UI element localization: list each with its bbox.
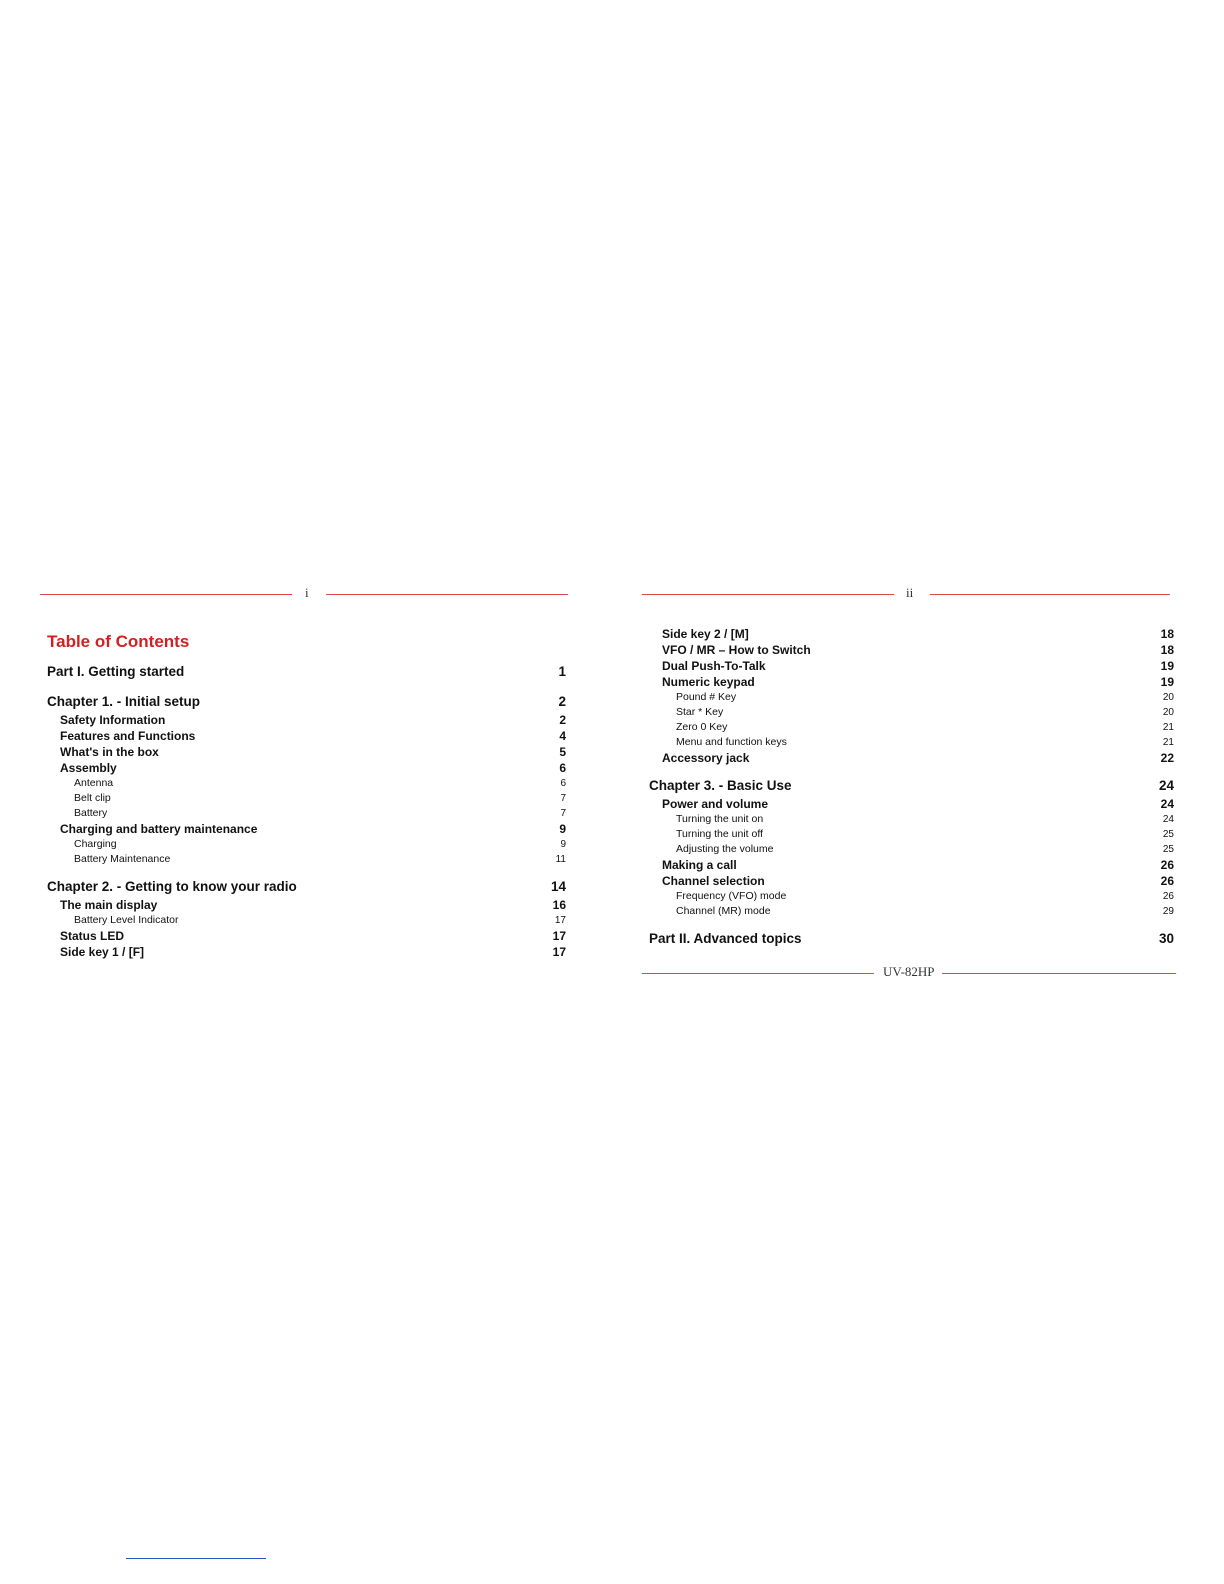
toc-entry-level-2[interactable]	[642, 873, 1176, 889]
toc-entry-level-2[interactable]	[40, 744, 568, 760]
toc-entry-label: Battery Maintenance	[74, 853, 171, 865]
toc-entry-page-number: 14	[550, 879, 566, 894]
footer-rule-line	[942, 973, 1176, 974]
toc-entry-level-3[interactable]	[40, 913, 568, 928]
toc-entry-page-number: 2	[559, 713, 566, 727]
toc-entry-page-number: 17	[552, 945, 566, 959]
page-number: i	[305, 585, 309, 600]
toc-entry-level-2[interactable]	[642, 626, 1176, 642]
toc-entry-label: Turning the unit on	[676, 813, 764, 825]
toc-entry-page-number: 4	[559, 729, 566, 743]
toc-entry-page-number: 25	[1162, 829, 1174, 840]
toc-entry-page-number: 22	[1160, 751, 1174, 765]
toc-entry-page-number: 9	[559, 822, 566, 836]
page-footer	[642, 964, 1176, 984]
toc-entry-level-2[interactable]	[642, 796, 1176, 812]
toc-entry-level-3[interactable]	[40, 852, 568, 867]
toc-entry-level-3[interactable]	[40, 791, 568, 806]
toc-entry-level-3[interactable]	[642, 812, 1176, 827]
header-rule-line	[326, 594, 568, 595]
toc-entry-level-2[interactable]	[40, 897, 568, 913]
toc-entry-label: Numeric keypad	[662, 675, 755, 689]
toc-entry-level-2[interactable]	[642, 674, 1176, 690]
toc-entry-level-3[interactable]	[642, 735, 1176, 750]
toc-entry-page-number: 24	[1158, 778, 1174, 793]
toc-entry-label: Belt clip	[74, 792, 111, 804]
toc-entry-label: Adjusting the volume	[676, 843, 774, 855]
toc-entry-label: Channel (MR) mode	[676, 905, 771, 917]
toc-entry-label: Zero 0 Key	[676, 721, 728, 733]
footer-model-label: UV-82HP	[883, 964, 935, 979]
toc-entry-label: Chapter 2. - Getting to know your radio	[47, 879, 297, 894]
toc-entry-page-number: 6	[559, 761, 566, 775]
footnote-rule	[126, 1558, 266, 1559]
toc-entry-level-2[interactable]	[40, 821, 568, 837]
toc-entry-page-number: 19	[1160, 675, 1174, 689]
toc-entry-label: Star * Key	[676, 706, 724, 718]
toc-entry-level-3[interactable]	[642, 690, 1176, 705]
toc-page-right	[642, 582, 1176, 949]
toc-entry-level-2[interactable]	[40, 760, 568, 776]
toc-page-left	[40, 582, 568, 960]
page-header	[642, 582, 1176, 608]
page-number: ii	[906, 585, 914, 600]
toc-entry-label: Turning the unit off	[676, 828, 763, 840]
toc-entry-level-2[interactable]	[642, 750, 1176, 766]
toc-entry-label: What's in the box	[60, 745, 159, 759]
toc-entry-level-3[interactable]	[40, 806, 568, 821]
toc-entry-level-3[interactable]	[642, 720, 1176, 735]
toc-entry-page-number: 20	[1162, 707, 1174, 718]
header-rule-line	[930, 594, 1170, 595]
toc-entry-level-1[interactable]	[40, 662, 568, 682]
toc-entry-page-number: 11	[555, 854, 566, 865]
toc-entry-label: Pound # Key	[676, 691, 737, 703]
toc-entry-page-number: 25	[1162, 844, 1174, 855]
toc-entry-page-number: 7	[560, 793, 566, 804]
toc-entry-page-number: 5	[559, 745, 566, 759]
toc-entry-page-number: 18	[1160, 643, 1174, 657]
header-rule-line	[642, 594, 894, 595]
toc-entry-label: Antenna	[74, 777, 114, 789]
toc-entry-level-3[interactable]	[642, 904, 1176, 919]
toc-entry-page-number: 26	[1160, 858, 1174, 872]
toc-entry-level-2[interactable]	[40, 944, 568, 960]
toc-entry-page-number: 26	[1162, 891, 1174, 902]
toc-entry-page-number: 9	[560, 839, 566, 850]
toc-entry-page-number: 16	[552, 898, 566, 912]
toc-entry-label: Charging and battery maintenance	[60, 822, 258, 836]
toc-entry-level-3[interactable]	[642, 842, 1176, 857]
toc-entry-label: Side key 2 / [M]	[662, 627, 749, 641]
toc-entry-page-number: 30	[1158, 931, 1174, 946]
toc-entry-label: Power and volume	[662, 797, 769, 811]
toc-entry-page-number: 17	[554, 915, 566, 926]
toc-entry-level-2[interactable]	[642, 658, 1176, 674]
toc-entry-label: Features and Functions	[60, 729, 196, 743]
toc-entry-page-number: 2	[558, 694, 566, 709]
footer-rule-line	[642, 973, 874, 974]
toc-entry-label: Making a call	[662, 858, 737, 872]
toc-entry-level-3[interactable]	[40, 776, 568, 791]
toc-entry-label: Part II. Advanced topics	[649, 931, 802, 946]
toc-entry-level-3[interactable]	[642, 705, 1176, 720]
header-rule-line	[40, 594, 292, 595]
toc-entry-label: Accessory jack	[662, 751, 750, 765]
toc-entry-page-number: 20	[1162, 692, 1174, 703]
toc-entry-label: Battery Level Indicator	[74, 914, 179, 926]
toc-entry-level-2[interactable]	[40, 728, 568, 744]
toc-entry-label: Frequency (VFO) mode	[676, 890, 787, 902]
toc-entry-level-1[interactable]	[642, 929, 1176, 949]
toc-title: Table of Contents	[47, 632, 190, 651]
toc-entry-page-number: 18	[1160, 627, 1174, 641]
toc-entry-label: Channel selection	[662, 874, 765, 888]
toc-entry-label: Dual Push-To-Talk	[662, 659, 766, 673]
toc-entry-page-number: 7	[560, 808, 566, 819]
toc-list	[642, 626, 1176, 949]
toc-entry-page-number: 21	[1162, 737, 1174, 748]
toc-entry-label: VFO / MR – How to Switch	[662, 643, 811, 657]
toc-entry-label: Part I. Getting started	[47, 664, 185, 679]
toc-entry-label: Battery	[74, 807, 108, 819]
toc-entry-label: Charging	[74, 838, 117, 850]
toc-entry-level-1[interactable]	[40, 692, 568, 712]
toc-entry-page-number: 17	[552, 929, 566, 943]
toc-entry-label: Assembly	[60, 761, 117, 775]
toc-entry-label: Status LED	[60, 929, 125, 943]
toc-entry-page-number: 29	[1162, 906, 1174, 917]
toc-entry-level-2[interactable]	[642, 857, 1176, 873]
toc-list	[40, 662, 568, 960]
toc-entry-label: The main display	[60, 898, 158, 912]
toc-entry-level-2[interactable]	[40, 712, 568, 728]
toc-entry-label: Chapter 1. - Initial setup	[47, 694, 201, 709]
toc-entry-label: Chapter 3. - Basic Use	[649, 778, 792, 793]
toc-entry-level-3[interactable]	[40, 837, 568, 852]
toc-entry-level-3[interactable]	[642, 889, 1176, 904]
toc-entry-level-2[interactable]	[40, 928, 568, 944]
toc-entry-level-2[interactable]	[642, 642, 1176, 658]
toc-entry-page-number: 26	[1160, 874, 1174, 888]
toc-entry-label: Menu and function keys	[676, 736, 787, 748]
toc-entry-page-number: 19	[1160, 659, 1174, 673]
toc-entry-label: Safety Information	[60, 713, 166, 727]
toc-entry-level-1[interactable]	[40, 877, 568, 897]
toc-entry-label: Side key 1 / [F]	[60, 945, 145, 959]
toc-entry-page-number: 21	[1162, 722, 1174, 733]
toc-entry-level-3[interactable]	[642, 827, 1176, 842]
page-header	[40, 582, 568, 608]
toc-entry-level-1[interactable]	[642, 776, 1176, 796]
toc-entry-page-number: 1	[558, 664, 566, 679]
toc-entry-page-number: 24	[1162, 814, 1174, 825]
toc-entry-page-number: 24	[1160, 797, 1174, 811]
toc-entry-page-number: 6	[560, 778, 566, 789]
